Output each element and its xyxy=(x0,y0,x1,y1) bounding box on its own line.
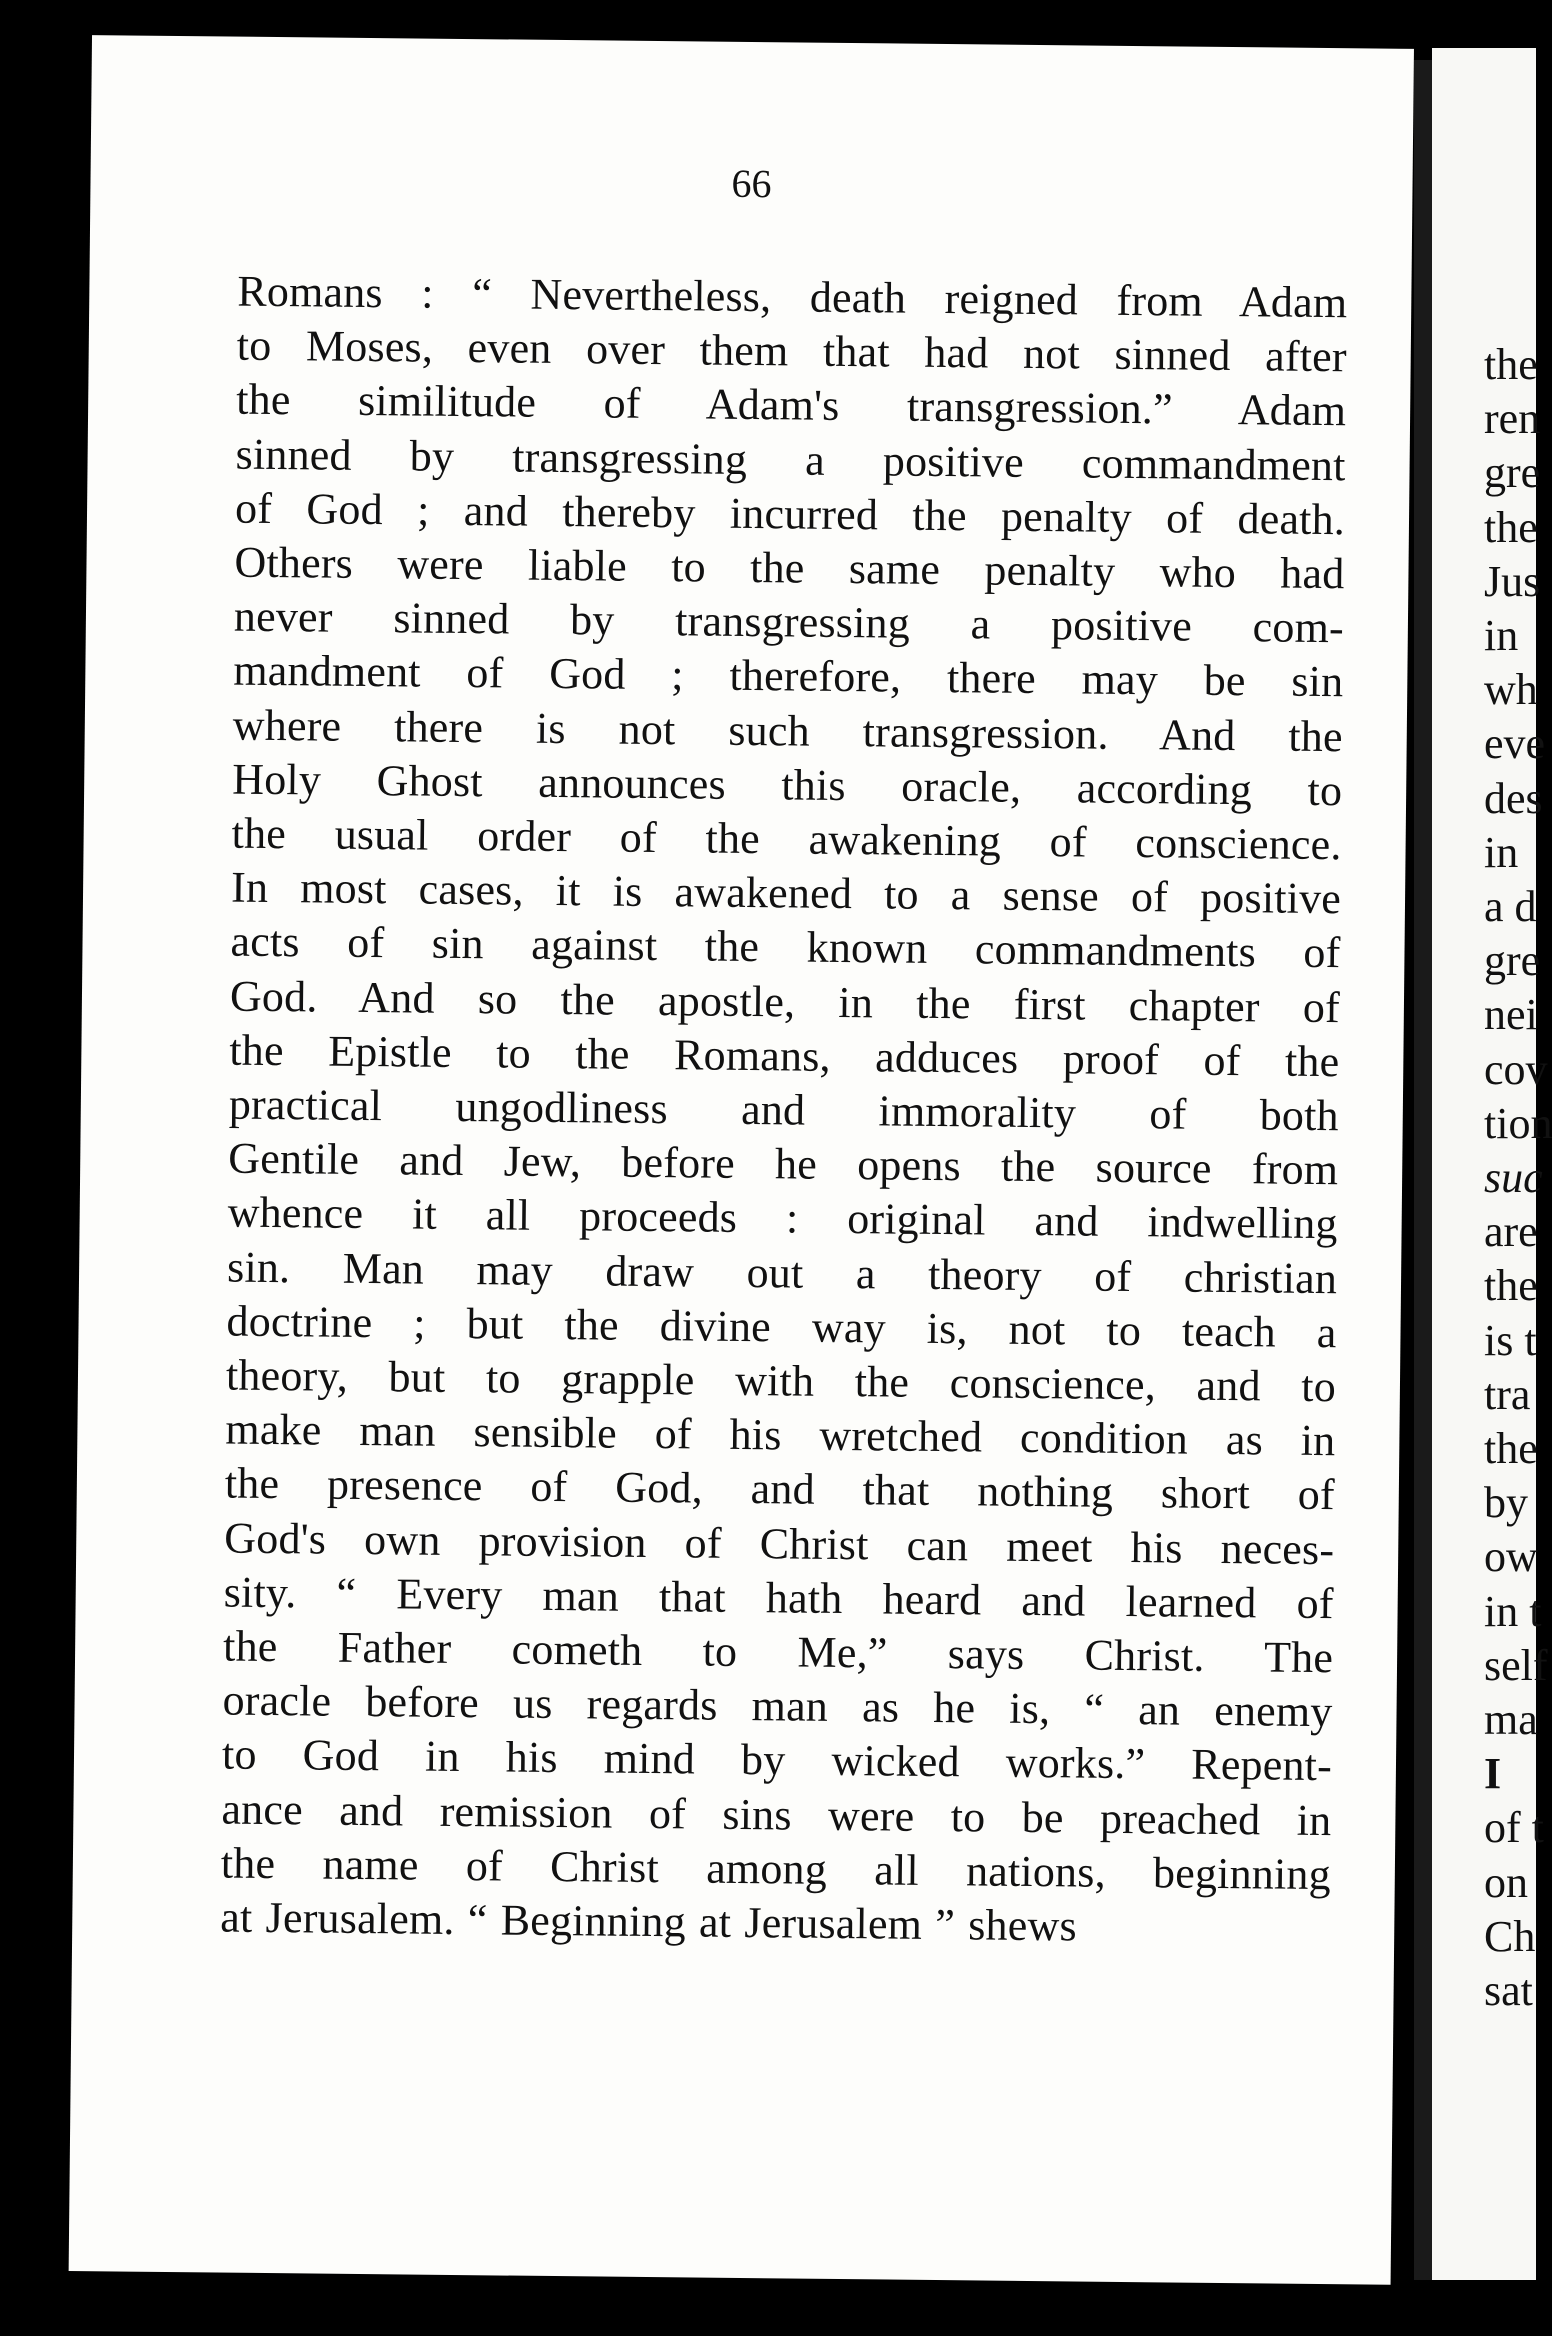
text-line: the name of Christ among all nations, beginning xyxy=(220,1838,1332,1900)
fragment-line: tra xyxy=(1484,1369,1531,1419)
text-line: to Moses, even over them that had not sinned after xyxy=(236,320,1347,382)
text-line: Romans : “ Nevertheless, death reigned from Adam xyxy=(237,266,1348,328)
text-line: God. And so the apostle, in the first chapter of xyxy=(229,971,1341,1032)
fragment-line: the xyxy=(1484,1424,1538,1474)
fragment-line: nei xyxy=(1484,990,1538,1040)
fragment-line: in xyxy=(1484,827,1519,877)
text-line: the Father cometh to Me,” says Christ. The xyxy=(222,1621,1334,1683)
text-line: ance and remission of sins were to be preached in xyxy=(221,1784,1332,1845)
text-line: the Epistle to the Romans, adduces proof of the xyxy=(229,1025,1340,1087)
text-line: where there is not such transgression. And the xyxy=(232,700,1344,761)
text-line: the similitude of Adam's transgression.” Adam xyxy=(235,375,1347,436)
text-line: sin. Man may draw out a theory of christian xyxy=(226,1242,1338,1303)
text-line: the presence of God, and that nothing short of xyxy=(224,1459,1336,1520)
fragment-line: in xyxy=(1484,611,1519,661)
text-line: the usual order of the awakening of conscience. xyxy=(231,808,1342,870)
page-body-text xyxy=(220,265,1348,1957)
text-line: of God ; and thereby incurred the penalty of death. xyxy=(234,483,1346,545)
fragment-line: Ch xyxy=(1484,1911,1536,1961)
fragment-line: by xyxy=(1484,1478,1528,1528)
fragment-line: Jus xyxy=(1484,556,1541,606)
text-line: Others were liable to the same penalty who had xyxy=(234,537,1345,599)
text-line: Holy Ghost announces this oracle, according to xyxy=(231,754,1343,816)
next-page-edge xyxy=(1432,48,1552,2280)
fragment-line: des xyxy=(1484,773,1543,823)
fragment-line: in t xyxy=(1484,1586,1542,1636)
page-number: 66 xyxy=(731,160,772,207)
text-line: at Jerusalem. “ Beginning at Jerusalem ” shews xyxy=(220,1892,1078,1951)
book-gutter xyxy=(1414,60,1432,2280)
text-line: God's own provision of Christ can meet his neces- xyxy=(224,1513,1335,1574)
fragment-line: the xyxy=(1484,1261,1538,1311)
fragment-line: eve xyxy=(1484,719,1546,769)
fragment-line: cov xyxy=(1484,1044,1548,1094)
book-page xyxy=(69,35,1414,2285)
fragment-line: suc xyxy=(1484,1153,1543,1203)
fragment-line: of t xyxy=(1484,1803,1544,1853)
text-line: Gentile and Jew, before he opens the source from xyxy=(228,1133,1339,1195)
text-line: doctrine ; but the divine way is, not to teach a xyxy=(226,1296,1337,1358)
text-line: mandment of God ; therefore, there may be sin xyxy=(233,646,1344,707)
text-line: In most cases, it is awakened to a sense of positive xyxy=(230,862,1342,924)
fragment-line: ren xyxy=(1484,394,1541,444)
text-line: make man sensible of his wretched condition as in xyxy=(225,1404,1336,1466)
fragment-line: I xyxy=(1484,1749,1502,1799)
fragment-line: is t xyxy=(1484,1315,1537,1365)
text-line: theory, but to grapple with the conscience, and to xyxy=(225,1350,1337,1412)
fragment-line: the xyxy=(1484,502,1538,552)
fragment-line: ow xyxy=(1484,1532,1538,1582)
text-line: oracle before us regards man as he is, “ an enemy xyxy=(222,1675,1333,1737)
fragment-line: a d xyxy=(1484,882,1537,932)
fragment-line: ma xyxy=(1484,1695,1538,1745)
text-line: whence it all proceeds : original and indwelling xyxy=(227,1188,1338,1249)
fragment-line: are xyxy=(1484,1207,1538,1257)
fragment-line: tion xyxy=(1484,1098,1552,1148)
text-line: practical ungodliness and immorality of both xyxy=(228,1079,1340,1141)
text-line: sinned by transgressing a positive commandment xyxy=(235,429,1346,490)
fragment-line: self xyxy=(1484,1640,1548,1690)
text-line: sity. “ Every man that hath heard and learned of xyxy=(223,1567,1334,1629)
next-page-fragments xyxy=(1484,338,1552,2018)
fragment-line: sat xyxy=(1484,1966,1533,2016)
text-line: acts of sin against the known commandments of xyxy=(230,917,1341,978)
fragment-line: wh xyxy=(1484,665,1538,715)
fragment-line: gre xyxy=(1484,936,1541,986)
fragment-line: the xyxy=(1484,340,1538,389)
text-line: never sinned by transgressing a positive com- xyxy=(233,591,1345,653)
fragment-line: gre xyxy=(1484,448,1541,498)
fragment-line: on xyxy=(1484,1857,1528,1907)
text-line: to God in his mind by wicked works.” Repent- xyxy=(221,1730,1333,1791)
